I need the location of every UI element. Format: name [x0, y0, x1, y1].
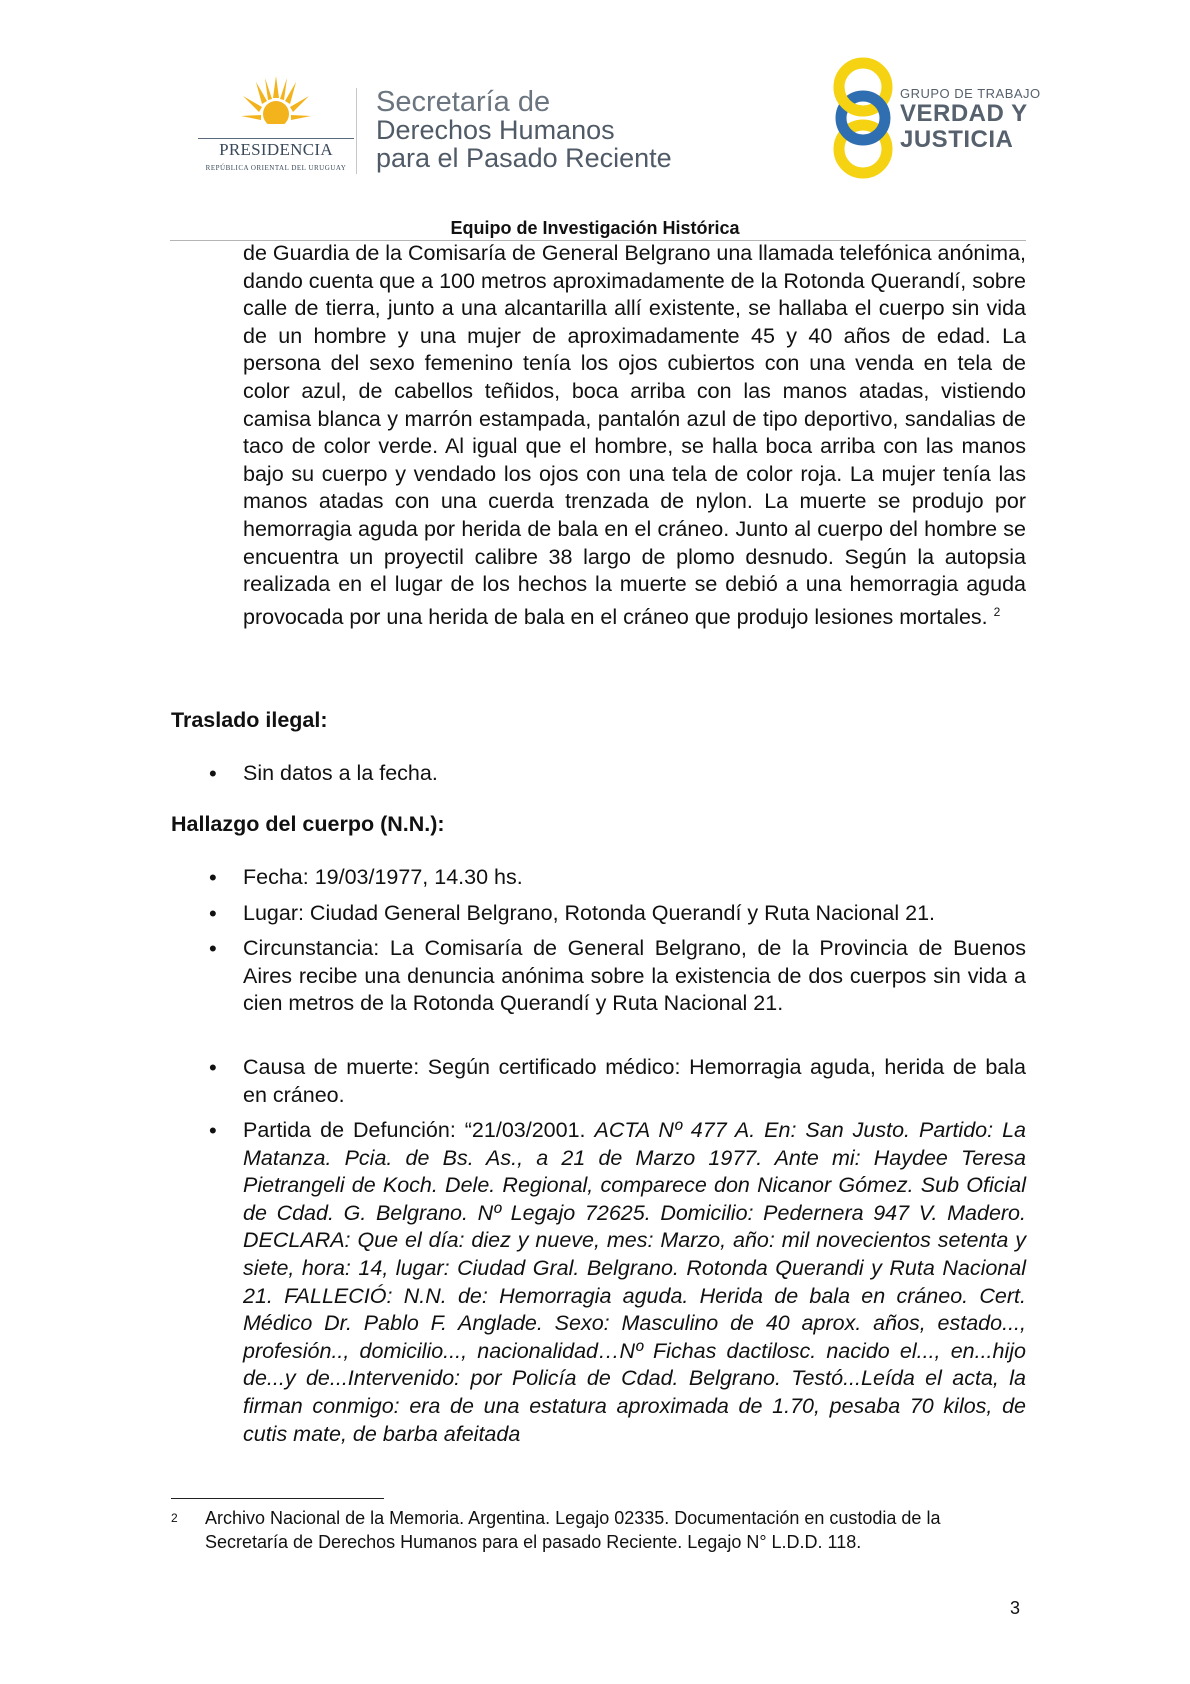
secretaria-line-3: para el Pasado Reciente — [376, 143, 672, 173]
logo-rule — [198, 138, 354, 139]
grupo-small: GRUPO DE TRABAJO — [900, 86, 1041, 101]
secretaria-title — [376, 88, 672, 172]
rings-logo-icon — [823, 56, 903, 180]
hallazgo-causa: • Causa de muerte: Según certificado médico: Hemorragia aguda, herida de bala en cráneo. — [243, 1054, 1026, 1109]
intro-paragraph — [243, 240, 1026, 631]
footnote-text: Archivo Nacional de la Memoria. Argentina. Legajo 02335. Documentación en custodia de la Secretaría de Derechos Humanos para el pasado Reciente. Legajo N° L.D.D. 118. — [205, 1508, 941, 1552]
presidencia-logo — [196, 74, 356, 184]
grupo-line-2: JUSTICIA — [900, 126, 1014, 153]
footnote-rule — [171, 1498, 384, 1499]
intro-text: de Guardia de la Comisaría de General Belgrano una llamada telefónica anónima, dando cuenta que a 100 metros aproximadamente de la Rotonda Querandí, sobre calle de tierra, junto a una alcantarilla allí existente, se hallaba el cuerpo sin vida de un hombre y una mujer de aproximadamente 45 y 40 años de edad. La persona del sexo femenino tenía los ojos cubiertos con una venda en tela de color azul, de cabellos teñidos, boca arriba con las manos atadas, vistiendo camisa blanca y marrón estampada, pantalón azul de tipo deportivo, sandalias de taco de color verde. Al igual que el hombre, se halla boca arriba con las manos bajo su cuerpo y vendado los ojos con una tela de color roja. La mujer tenía las manos atadas con una cuerda trenzada de nylon. La muerte se produjo por hemorragia aguda por herida de bala en el cráneo. Junto al cuerpo del hombre se encuentra un proyectil calibre 38 largo de plomo desnudo. Según la autopsia realizada en el lugar de los hechos la muerte se debió a una hemorragia aguda provocada por una herida de bala en el cráneo que produjo lesiones mortales. — [243, 241, 1026, 629]
page-number: 3 — [1010, 1598, 1021, 1618]
hallazgo-lugar: • Lugar: Ciudad General Belgrano, Rotonda Querandí y Ruta Nacional 21. — [243, 900, 1026, 928]
footnote-number: 2 — [171, 1511, 178, 1525]
heading-traslado: Traslado ilegal: — [171, 708, 328, 732]
presidencia-subtitle: REPÚBLICA ORIENTAL DEL URUGUAY — [205, 164, 347, 172]
grupo-trabajo-text — [900, 86, 1041, 153]
footnote-ref: 2 — [993, 604, 1001, 619]
page-header — [0, 0, 1190, 245]
grupo-line-1: VERDAD Y — [900, 100, 1028, 127]
list-item: • Sin datos a la fecha. — [243, 760, 1026, 788]
heading-hallazgo: Hallazgo del cuerpo (N.N.): — [171, 812, 445, 836]
partida-italic: ACTA Nº 477 A. En: San Justo. Partido: La Matanza. Pcia. de Bs. As., a 21 de Marzo 1977. Ante mi: Haydee Teresa Pietrangeli de Koch. Dele. Regional, comparece don Nicanor Gómez. Sub Oficial de Cdad. G. Belgrano. Nº Legajo 72625. Domicilio: Pedernera 947 V. Madero. DECLARA: Que el día: diez y nueve, mes: Marzo, año: mil novecientos setenta y siete, hora: 14, lugar: Ciudad Gral. Belgrano. Rotonda Querandi y Ruta Nacional 21. FALLECIÓ: N.N. de: Hemorragia aguda. Herida de bala en cráneo. Cert. Médico Dr. Pablo F. Anglade. Sexo: Masculino de 40 aprox. años, estado..., profesión.., domicilio..., nacionalidad…Nº Fichas dactilosc. nacido el..., en...hijo de...y de...Intervenido: por Policía de Cdad. Belgrano. Testó...Leída el acta, la firman conmigo: era de una estatura aproximada de 1.70, pesaba 70 kilos, de cutis mate, de barba afeitada — [243, 1118, 1026, 1446]
hallazgo-partida — [243, 1117, 1026, 1448]
header-divider — [356, 88, 357, 174]
hallazgo-circunstancia: • Circunstancia: La Comisaría de General Belgrano, de la Provincia de Buenos Aires recibe una denuncia anónima sobre la existencia de dos cuerpos sin vida a cien metros de la Rotonda Querandí y Ruta Nacional 21. — [243, 935, 1026, 1018]
footnote — [171, 1506, 1021, 1554]
sun-icon — [241, 74, 311, 144]
presidencia-name: PRESIDENCIA — [219, 140, 333, 159]
partida-prefix: Partida de Defunción: “21/03/2001. — [243, 1118, 595, 1142]
hallazgo-fecha: • Fecha: 19/03/1977, 14.30 hs. — [243, 864, 1026, 892]
secretaria-line-2: Derechos Humanos — [376, 115, 615, 145]
secretaria-line-1: Secretaría de — [376, 86, 551, 118]
equipo-title: Equipo de Investigación Histórica — [450, 218, 740, 238]
